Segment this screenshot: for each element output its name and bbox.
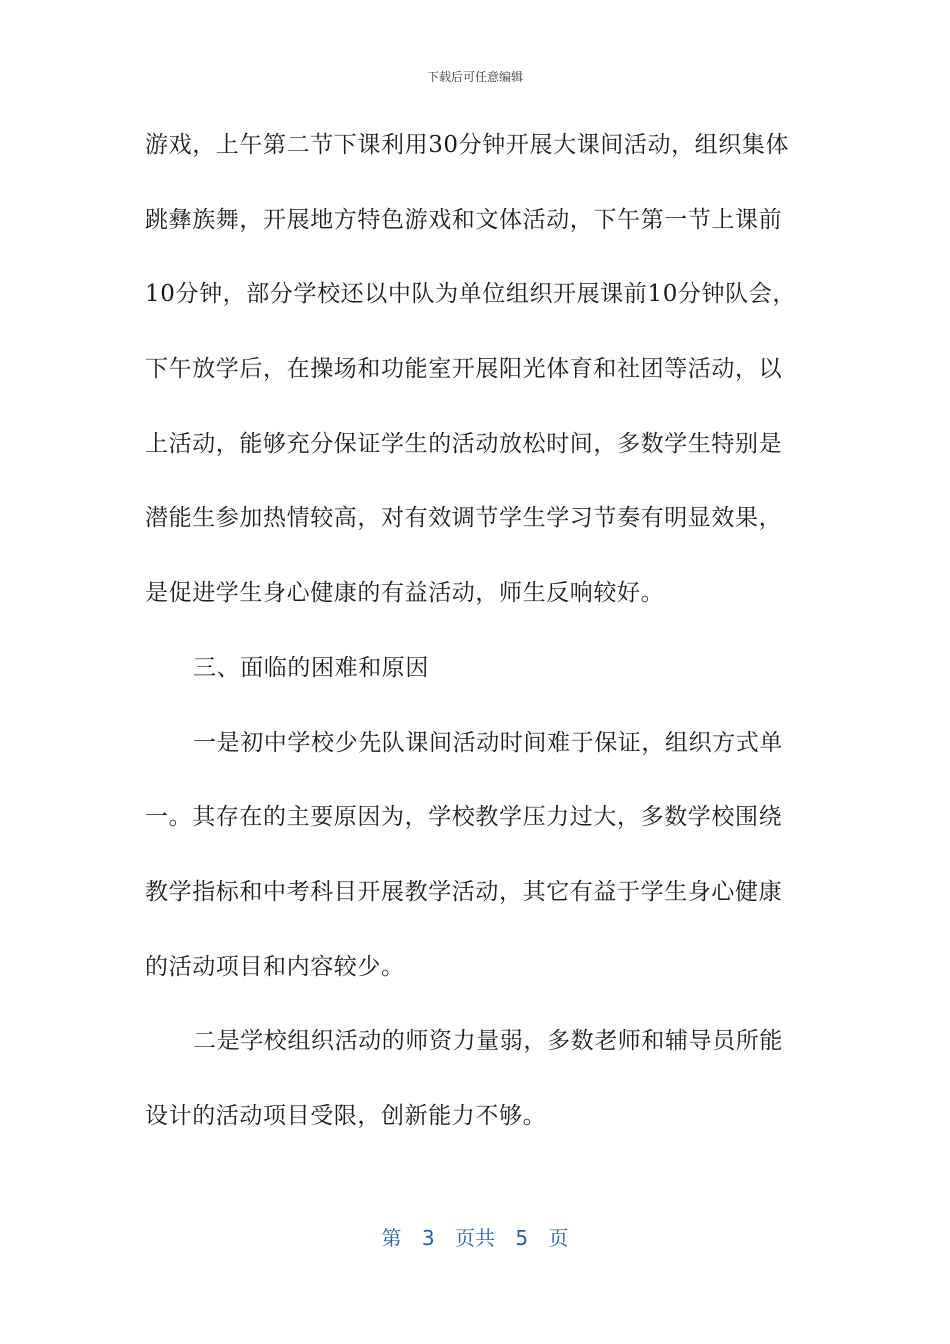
paragraph-line: 一是初中学校少先队课间活动时间难于保证，组织方式单 [193,729,783,756]
section-heading: 三、面临的困难和原因 [193,654,429,681]
paragraph-line: 的活动项目和内容较少。 [145,953,405,980]
paragraph-line: 教学指标和中考科目开展教学活动，其它有益于学生身心健康 [145,878,783,905]
header-note: 下载后可任意编辑 [426,70,523,84]
footer-suffix: 页 [548,1226,569,1250]
paragraph-line: 一。其存在的主要原因为，学校教学压力过大，多数学校围绕 [145,804,783,831]
current-page-number: 3 [421,1226,435,1250]
page-footer [0,1222,950,1251]
document-body [145,120,805,1166]
paragraph-line: 设计的活动项目受限，创新能力不够。 [145,1102,547,1129]
paragraph-line: 跳彝族舞，开展地方特色游戏和文体活动，下午第一节上课前 [145,206,783,233]
paragraph-line: 10分钟，部分学校还以中队为单位组织开展课前10分钟队会， [145,281,796,308]
footer-middle: 页共 [455,1226,495,1250]
paragraph-line: 上活动，能够充分保证学生的活动放松时间，多数学生特别是 [145,430,783,457]
paragraph-line: 游戏，上午第二节下课利用30分钟开展大课间活动，组织集体 [145,132,790,158]
total-pages-number: 5 [515,1226,529,1250]
paragraph-line: 潜能生参加热情较高，对有效调节学生学习节奏有明显效果， [145,505,783,532]
paragraph-line: 二是学校组织活动的师资力量弱，多数老师和辅导员所能 [193,1028,783,1055]
paragraph-line: 下午放学后，在操场和功能室开展阳光体育和社团等活动，以 [145,356,783,383]
footer-prefix: 第 [381,1226,402,1250]
paragraph-line: 是促进学生身心健康的有益活动，师生反响较好。 [145,580,665,607]
